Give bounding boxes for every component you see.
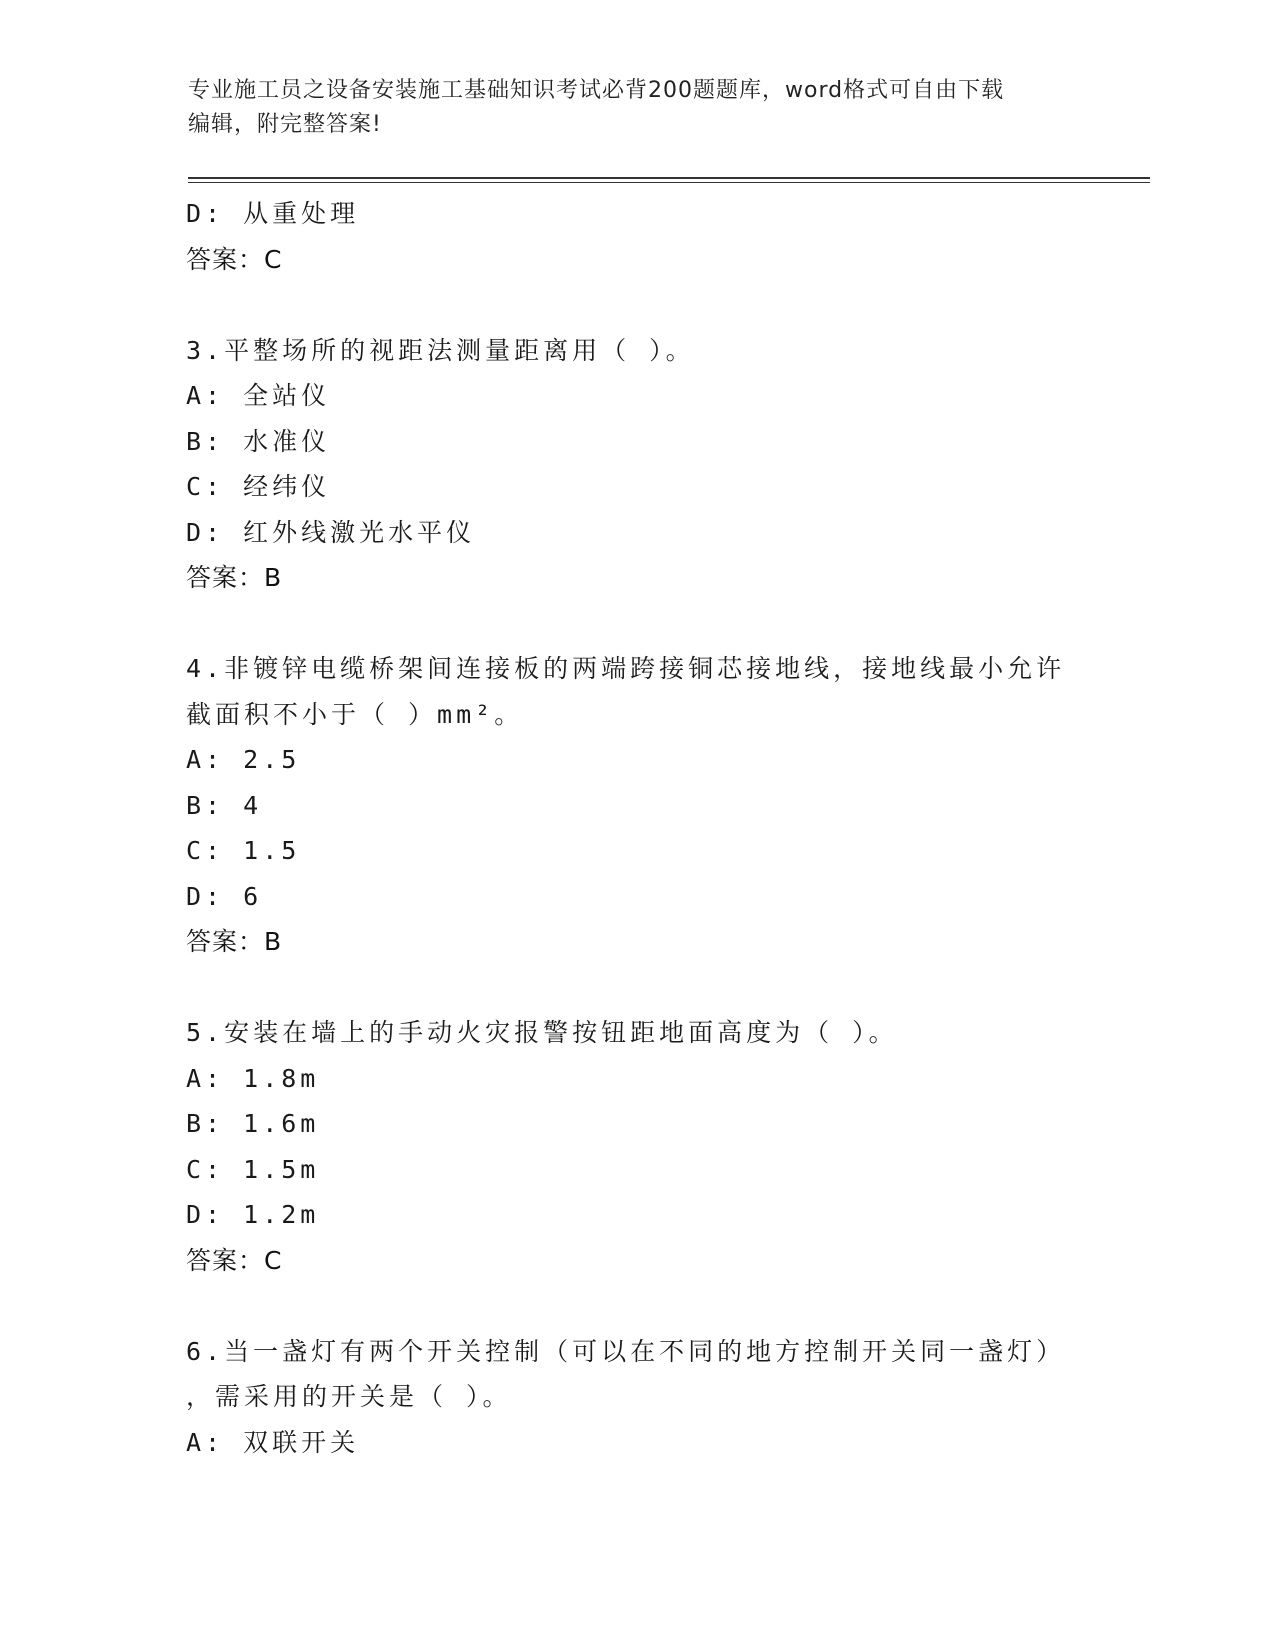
- question-6: [186, 1329, 1086, 1466]
- q3-option-d: D: 红外线激光水平仪: [186, 517, 476, 547]
- q3-stem: 3.平整场所的视距法测量距离用（ ）。: [186, 335, 695, 365]
- question-2-tail: [186, 191, 1086, 282]
- q4-option-b: B: 4: [186, 790, 263, 820]
- header-divider-thick: [188, 177, 1150, 179]
- q5-stem: 5.安装在墙上的手动火灾报警按钮距地面高度为（ ）。: [186, 1018, 898, 1047]
- spacer: [186, 1283, 1086, 1329]
- header-title-line-2: 编辑，附完整答案!: [188, 112, 382, 137]
- q5-option-a: A: 1.8m: [186, 1063, 320, 1093]
- question-3: [186, 328, 1086, 601]
- q2-answer: 答案：C: [186, 244, 283, 274]
- q6-stem-line-1: 6.当一盏灯有两个开关控制（可以在不同的地方控制开关同一盏灯）: [186, 1336, 1066, 1366]
- q3-option-a: A: 全站仪: [186, 381, 331, 410]
- spacer: [186, 601, 1086, 647]
- q5-option-b: B: 1.6m: [186, 1109, 320, 1138]
- spacer: [186, 282, 1086, 328]
- question-4: [186, 646, 1086, 965]
- question-5: [186, 1010, 1086, 1283]
- header-divider-thin: [188, 182, 1150, 183]
- q6-option-a: A: 双联开关: [186, 1427, 360, 1457]
- q4-stem-line-1: 4.非镀锌电缆桥架间连接板的两端跨接铜芯接地线，接地线最小允许: [186, 654, 1066, 683]
- q6-stem-line-2: ，需采用的开关是（ ）。: [186, 1382, 512, 1411]
- q3-answer: 答案：B: [186, 563, 283, 592]
- q4-option-d: D: 6: [186, 881, 263, 911]
- q2-option-d: D: 从重处理: [186, 199, 360, 228]
- q5-option-d: D: 1.2m: [186, 1200, 320, 1229]
- question-list: [186, 191, 1086, 1465]
- q3-option-b: B: 水准仪: [186, 426, 331, 456]
- spacer: [186, 965, 1086, 1011]
- q4-stem-line-2: 截面积不小于（ ）mm²。: [186, 699, 524, 729]
- page-header: [188, 74, 1068, 142]
- q3-option-c: C: 经纬仪: [186, 472, 331, 501]
- q5-answer: 答案：C: [186, 1245, 283, 1275]
- q4-answer: 答案：B: [186, 927, 283, 956]
- header-title-line-1: 专业施工员之设备安装施工基础知识考试必背200题题库，word格式可自由下载: [188, 78, 1005, 103]
- q4-option-a: A: 2.5: [186, 745, 301, 774]
- q4-option-c: C: 1.5: [186, 836, 301, 865]
- q5-option-c: C: 1.5m: [186, 1154, 320, 1184]
